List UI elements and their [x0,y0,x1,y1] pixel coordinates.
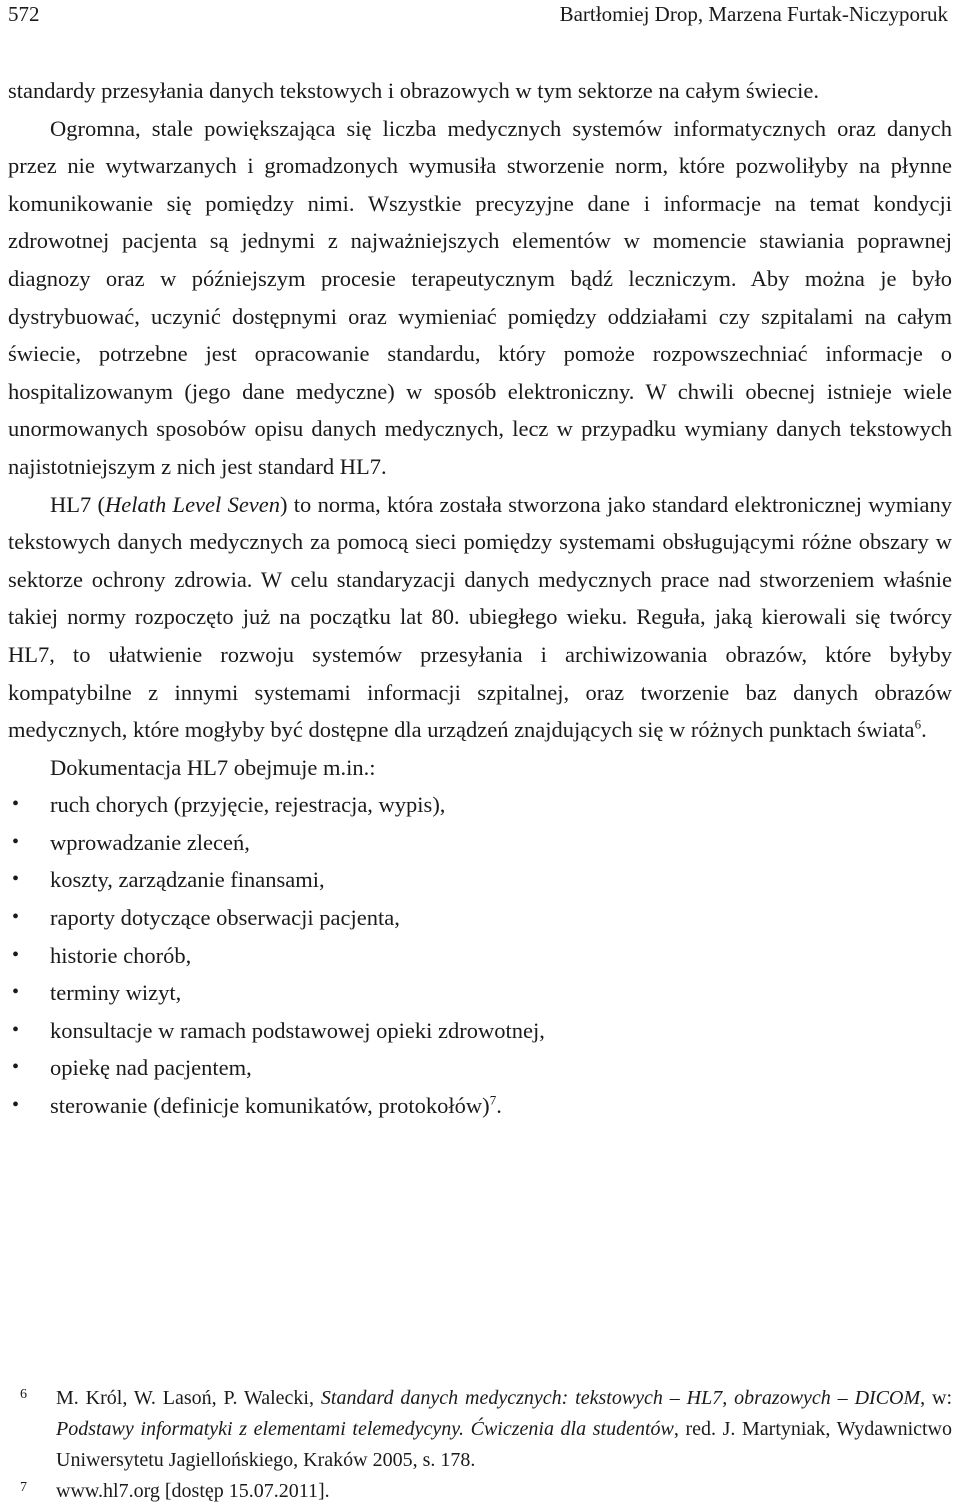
paragraph-list-intro: Dokumentacja HL7 obejmuje m.in.: [50,754,376,780]
list-item-text: historie chorób, [50,942,192,968]
list-item-text: sterowanie (definicje komunikatów, protokołów) [50,1093,490,1119]
bullet-icon: • [12,906,20,929]
text-segment: , w: [920,1387,953,1409]
list-item [8,786,952,824]
text-segment: . [921,717,927,743]
bullet-icon: • [12,1018,20,1041]
list-item [8,1012,952,1050]
main-text [8,72,952,1125]
text-segment: ) to norma, która została stworzona jako standard elektronicznej wymiany tekstowych danych medycznych za pomocą sieci pomiędzy systemami obsługującymi różne obszary w sektorze ochrony zdrowia. W celu standaryzacji danych medycznych prace nad stworzeniem właśnie takiej normy rozpoczęto już na początku lat 80. ubiegłego wieku. Reguła, jaką kierowali się twórcy HL7, to ułatwienie rozwoju systemów przesyłania i archiwizowania obrazów, które byłyby kompatybilne z innymi systemami informacji szpitalnej, oraz tworzenie baz danych obrazów medycznych, które mogłyby być dostępne dla urządzeń znajdujących się w różnych punktach świata [8,491,952,743]
footnote-publication: , red. J. Martyniak, Wydawnictwo Uniwersytetu Jagiellońskiego, Kraków 2005, s. 178. [56,1418,952,1471]
list-item-text: wprowadzanie zleceń, [50,829,250,855]
page-header [8,0,948,30]
bullet-icon: • [12,1094,20,1117]
list-item [8,899,952,937]
bullet-icon: • [12,943,20,966]
list-item [8,1049,952,1087]
bullet-icon: • [12,868,20,891]
list-item-text: opiekę nad pacjentem, [50,1055,252,1081]
list-item [8,1087,952,1125]
text-segment: . [496,1093,502,1119]
text-segment: HL7 ( [50,491,106,517]
footnote-ref-7[interactable]: 7 [489,1092,497,1108]
running-head: Bartłomiej Drop, Marzena Furtak-Niczyporuk [559,2,948,26]
footnote-book-title: Podstawy informatyki z elementami telemedycyny. Ćwiczenia dla studentów [56,1418,674,1440]
paragraph-hl7-definition [8,486,952,749]
footnote-link[interactable]: www.hl7.org [dostęp 15.07.2011]. [56,1480,330,1502]
list-item [8,937,952,975]
list-item-text: ruch chorych (przyjęcie, rejestracja, wypis), [50,792,446,818]
paragraph-continuation: standardy przesyłania danych tekstowych i obrazowych w tym sektorze na całym świecie. [8,78,819,103]
footnotes [8,1383,952,1507]
footnote-authors: M. Król, W. Lasoń, P. Walecki, [56,1387,321,1409]
footnote-title: Standard danych medycznych: tekstowych – HL7, obrazowych – DICOM [320,1387,921,1409]
page-number: 572 [8,2,40,26]
footnote-6 [8,1383,952,1476]
bullet-list [8,786,952,1124]
list-item-text: konsultacje w ramach podstawowej opieki zdrowotnej, [50,1017,545,1043]
italic-term: Helath Level Seven [105,491,281,517]
footnote-number: 7 [20,1480,27,1495]
bullet-icon: • [12,1056,20,1079]
footnote-ref-6[interactable]: 6 [914,716,922,732]
footnote-number: 6 [20,1387,27,1402]
bullet-icon: • [12,793,20,816]
list-item-text: terminy wizyt, [50,980,182,1006]
bullet-icon: • [12,830,20,853]
list-item [8,824,952,862]
paragraph-hl7-intro: Ogromna, stale powiększająca się liczba medycznych systemów informatycznych oraz danych przez nie wytwarzanych i gromadzonych wymusiła stworzenie norm, które pozwoliłyby na płynne komunikowanie się pomiędzy nimi. Wszystkie precyzyjne dane i informacje na temat kondycji zdrowotnej pacjenta są jednymi z najważniejszych elementów w momencie stawiania poprawnej diagnozy oraz w późniejszym procesie terapeutycznym bądź leczniczym. Aby można je było dystrybuować, uczynić dostępnymi oraz wymieniać pomiędzy oddziałami czy szpitalami na całym świecie, potrzebne jest opracowanie standardu, który pomoże rozpowszechniać informacje o hospitalizowanym (jego dane medyczne) w sposób elektroniczny. W chwili obecnej istnieje wiele unormowanych sposobów opisu danych medycznych, lecz w przypadku wymiany danych tekstowych najistotniejszym z nich jest standard HL7. [8,115,952,479]
list-item-text: raporty dotyczące obserwacji pacjenta, [50,905,400,931]
bullet-icon: • [12,981,20,1004]
list-item [8,974,952,1012]
list-item-text: koszty, zarządzanie finansami, [50,867,325,893]
list-item [8,861,952,899]
footnote-7 [8,1476,952,1507]
